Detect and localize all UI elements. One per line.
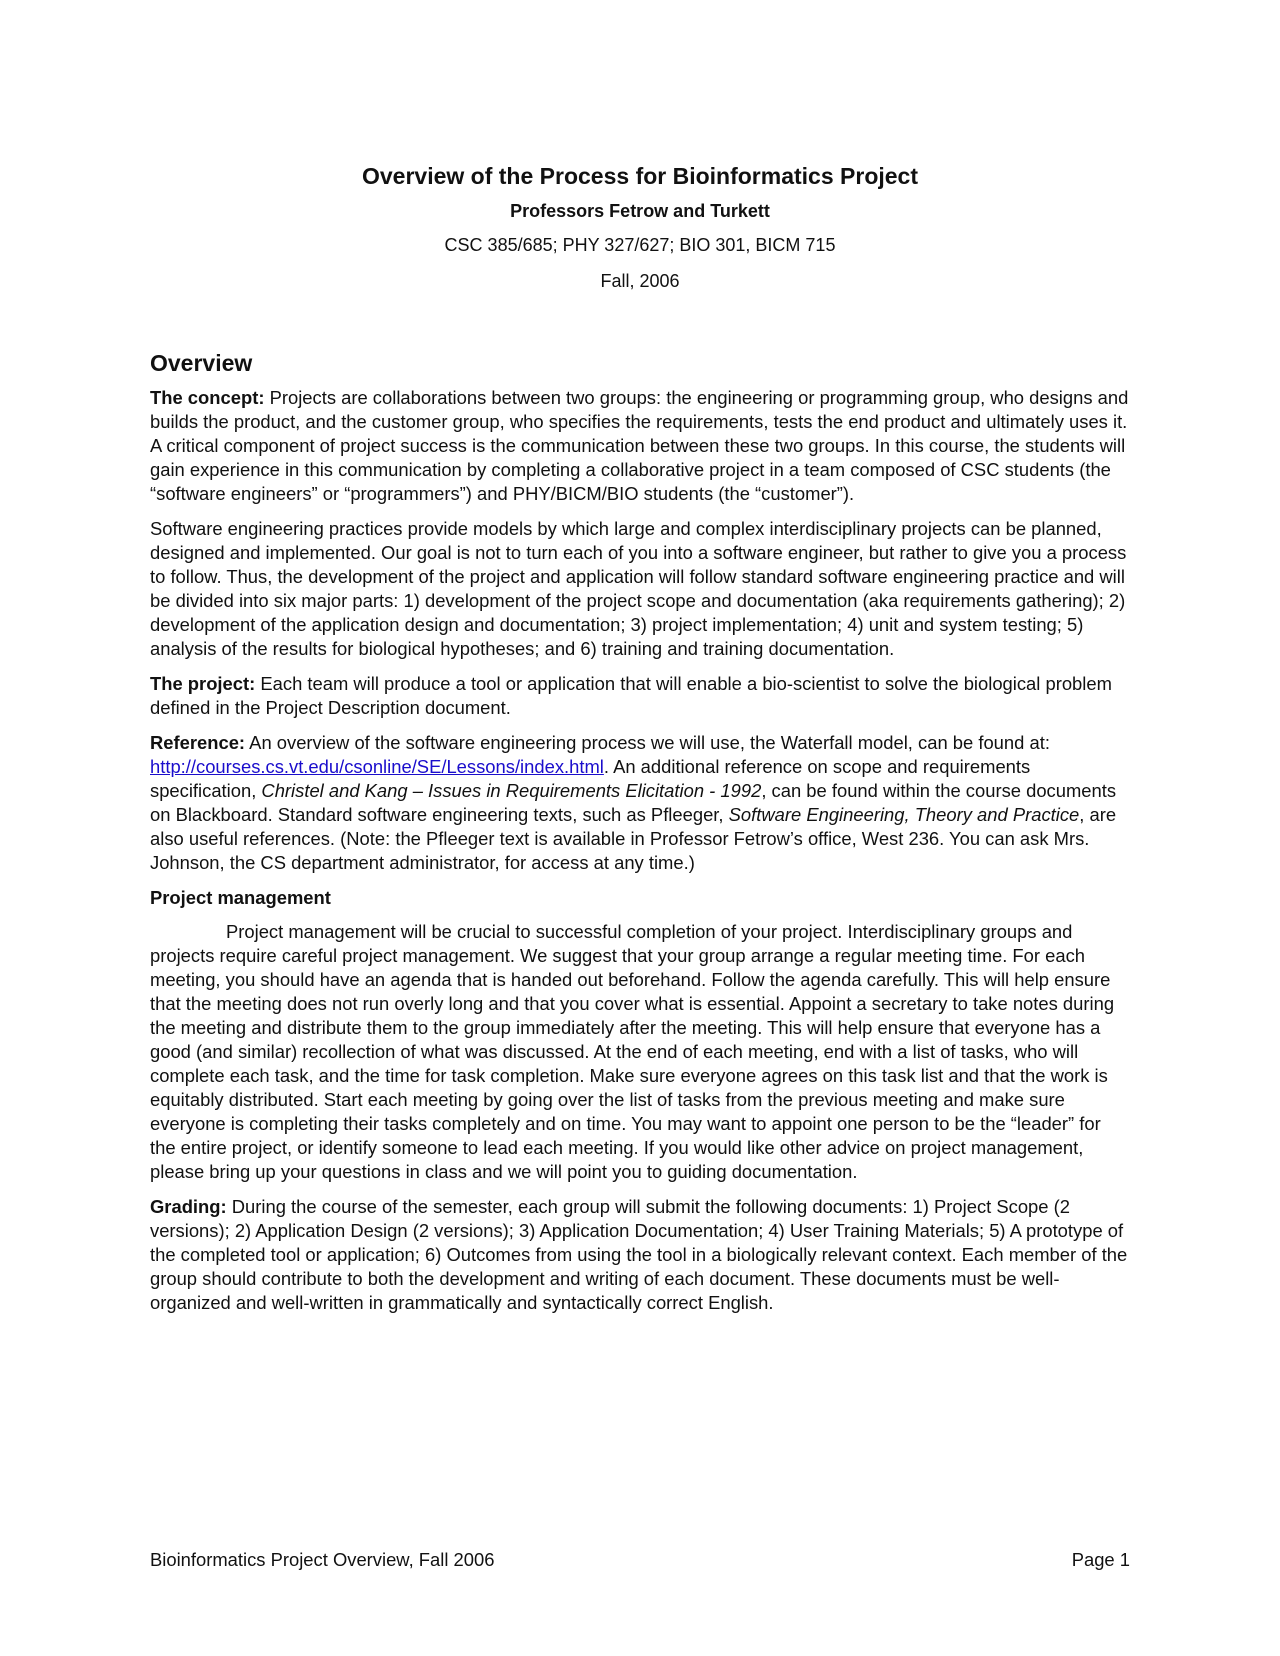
overview-heading: Overview bbox=[150, 350, 253, 376]
page-number: Page 1 bbox=[1071, 1549, 1130, 1570]
practices-paragraph: Software engineering practices provide models by which large and complex interdisciplinary projects can be planned, designed and implemented. Our goal is not to turn each of you into a software engineer, but rather to give you a process to follow. Thus, the development of the project and application will follow standard software engineering practice and will be divided into six major parts: 1) development of the project scope and documentation (aka requirements gathering); 2) development of the application design and documentation; 3) project implementation; 4) unit and system testing; 5) analysis of the results for biological hypotheses; and 6) training and training documentation. bbox=[150, 518, 1127, 659]
term-line: Fall, 2006 bbox=[600, 271, 680, 291]
project-management-heading: Project management bbox=[150, 887, 331, 908]
authors-line: Professors Fetrow and Turkett bbox=[510, 201, 770, 221]
project-text: Each team will produce a tool or application that will enable a bio-scientist to solve the biological problem defined in the Project Description document. bbox=[150, 673, 1112, 718]
grading-text: During the course of the semester, each group will submit the following documents: 1) Project Scope (2 versions); 2) Application Design (2 versions); 3) Application Documentation; 4) User Training Materials; 5) A prototype of the completed tool or application; 6) Outcomes from using the tool in a biologically relevant context. Each member of the group should contribute to both the development and writing of each document. These documents must be well-organized and well-written in grammatically and syntactically correct English. bbox=[150, 1196, 1128, 1313]
footer-title: Bioinformatics Project Overview, Fall 2006 bbox=[150, 1549, 495, 1570]
reference-text-3: , can be found within the course documents on Blackboard. Standard software engineering texts, such as Pfleeger, bbox=[150, 780, 1117, 825]
reference-paragraph bbox=[150, 731, 1130, 875]
concept-label: The concept: bbox=[150, 387, 265, 408]
document-header bbox=[150, 160, 1130, 294]
document-body bbox=[150, 348, 1130, 1326]
grading-paragraph bbox=[150, 1195, 1130, 1315]
reference-text-2: . An additional reference on scope and requirements specification, bbox=[150, 756, 1031, 801]
project-label: The project: bbox=[150, 673, 256, 694]
project-management-paragraph: Project management will be crucial to successful completion of your project. Interdisciplinary groups and projects require careful project management. We suggest that your group arrange a regular meeting time. For each meeting, you should have an agenda that is handed out beforehand. Follow the agenda carefully. This will help ensure that the meeting does not run overly long and that you cover what is essential. Appoint a secretary to take notes during the meeting and distribute them to the group immediately after the meeting. This will help ensure that everyone has a good (and similar) recollection of what was discussed. At the end of each meeting, end with a list of tasks, who will complete each task, and the time for task completion. Make sure everyone agrees on this task list and that the work is equitably distributed. Start each meeting by going over the list of tasks from the previous meeting and make sure everyone is completing their tasks completely and on time. You may want to appoint one person to be the “leader” for the entire project, or identify someone to lead each meeting. If you would like other advice on project management, please bring up your questions in class and we will point you to guiding documentation. bbox=[150, 921, 1115, 1182]
project-paragraph bbox=[150, 672, 1130, 720]
page-title: Overview of the Process for Bioinformatics Project bbox=[362, 163, 918, 189]
reference-citation-1: Christel and Kang – Issues in Requirements Elicitation - 1992 bbox=[261, 780, 762, 801]
reference-citation-2: Software Engineering, Theory and Practice bbox=[728, 804, 1080, 825]
reference-label: Reference: bbox=[150, 732, 246, 753]
reference-text-4: , are also useful references. (Note: the Pfleeger text is available in Professor Fetrow’s office, West 236. You can ask Mrs. Johnson, the CS department administrator, for access at any time.) bbox=[150, 804, 1117, 873]
reference-text-1: An overview of the software engineering process we will use, the Waterfall model, can be found at: bbox=[249, 732, 1050, 753]
waterfall-model-link[interactable]: http://courses.cs.vt.edu/csonline/SE/Lessons/index.html bbox=[150, 756, 604, 777]
concept-paragraph bbox=[150, 386, 1130, 506]
courses-line: CSC 385/685; PHY 327/627; BIO 301, BICM 715 bbox=[444, 235, 836, 255]
grading-label: Grading: bbox=[150, 1196, 227, 1217]
concept-text: Projects are collaborations between two groups: the engineering or programming group, who designs and builds the product, and the customer group, who specifies the requirements, tests the end product and ultimately uses it. A critical component of project success is the communication between these two groups. In this course, the students will gain experience in this communication by completing a collaborative project in a team composed of CSC students (the “software engineers” or “programmers”) and PHY/BICM/BIO students (the “customer”). bbox=[150, 387, 1129, 504]
